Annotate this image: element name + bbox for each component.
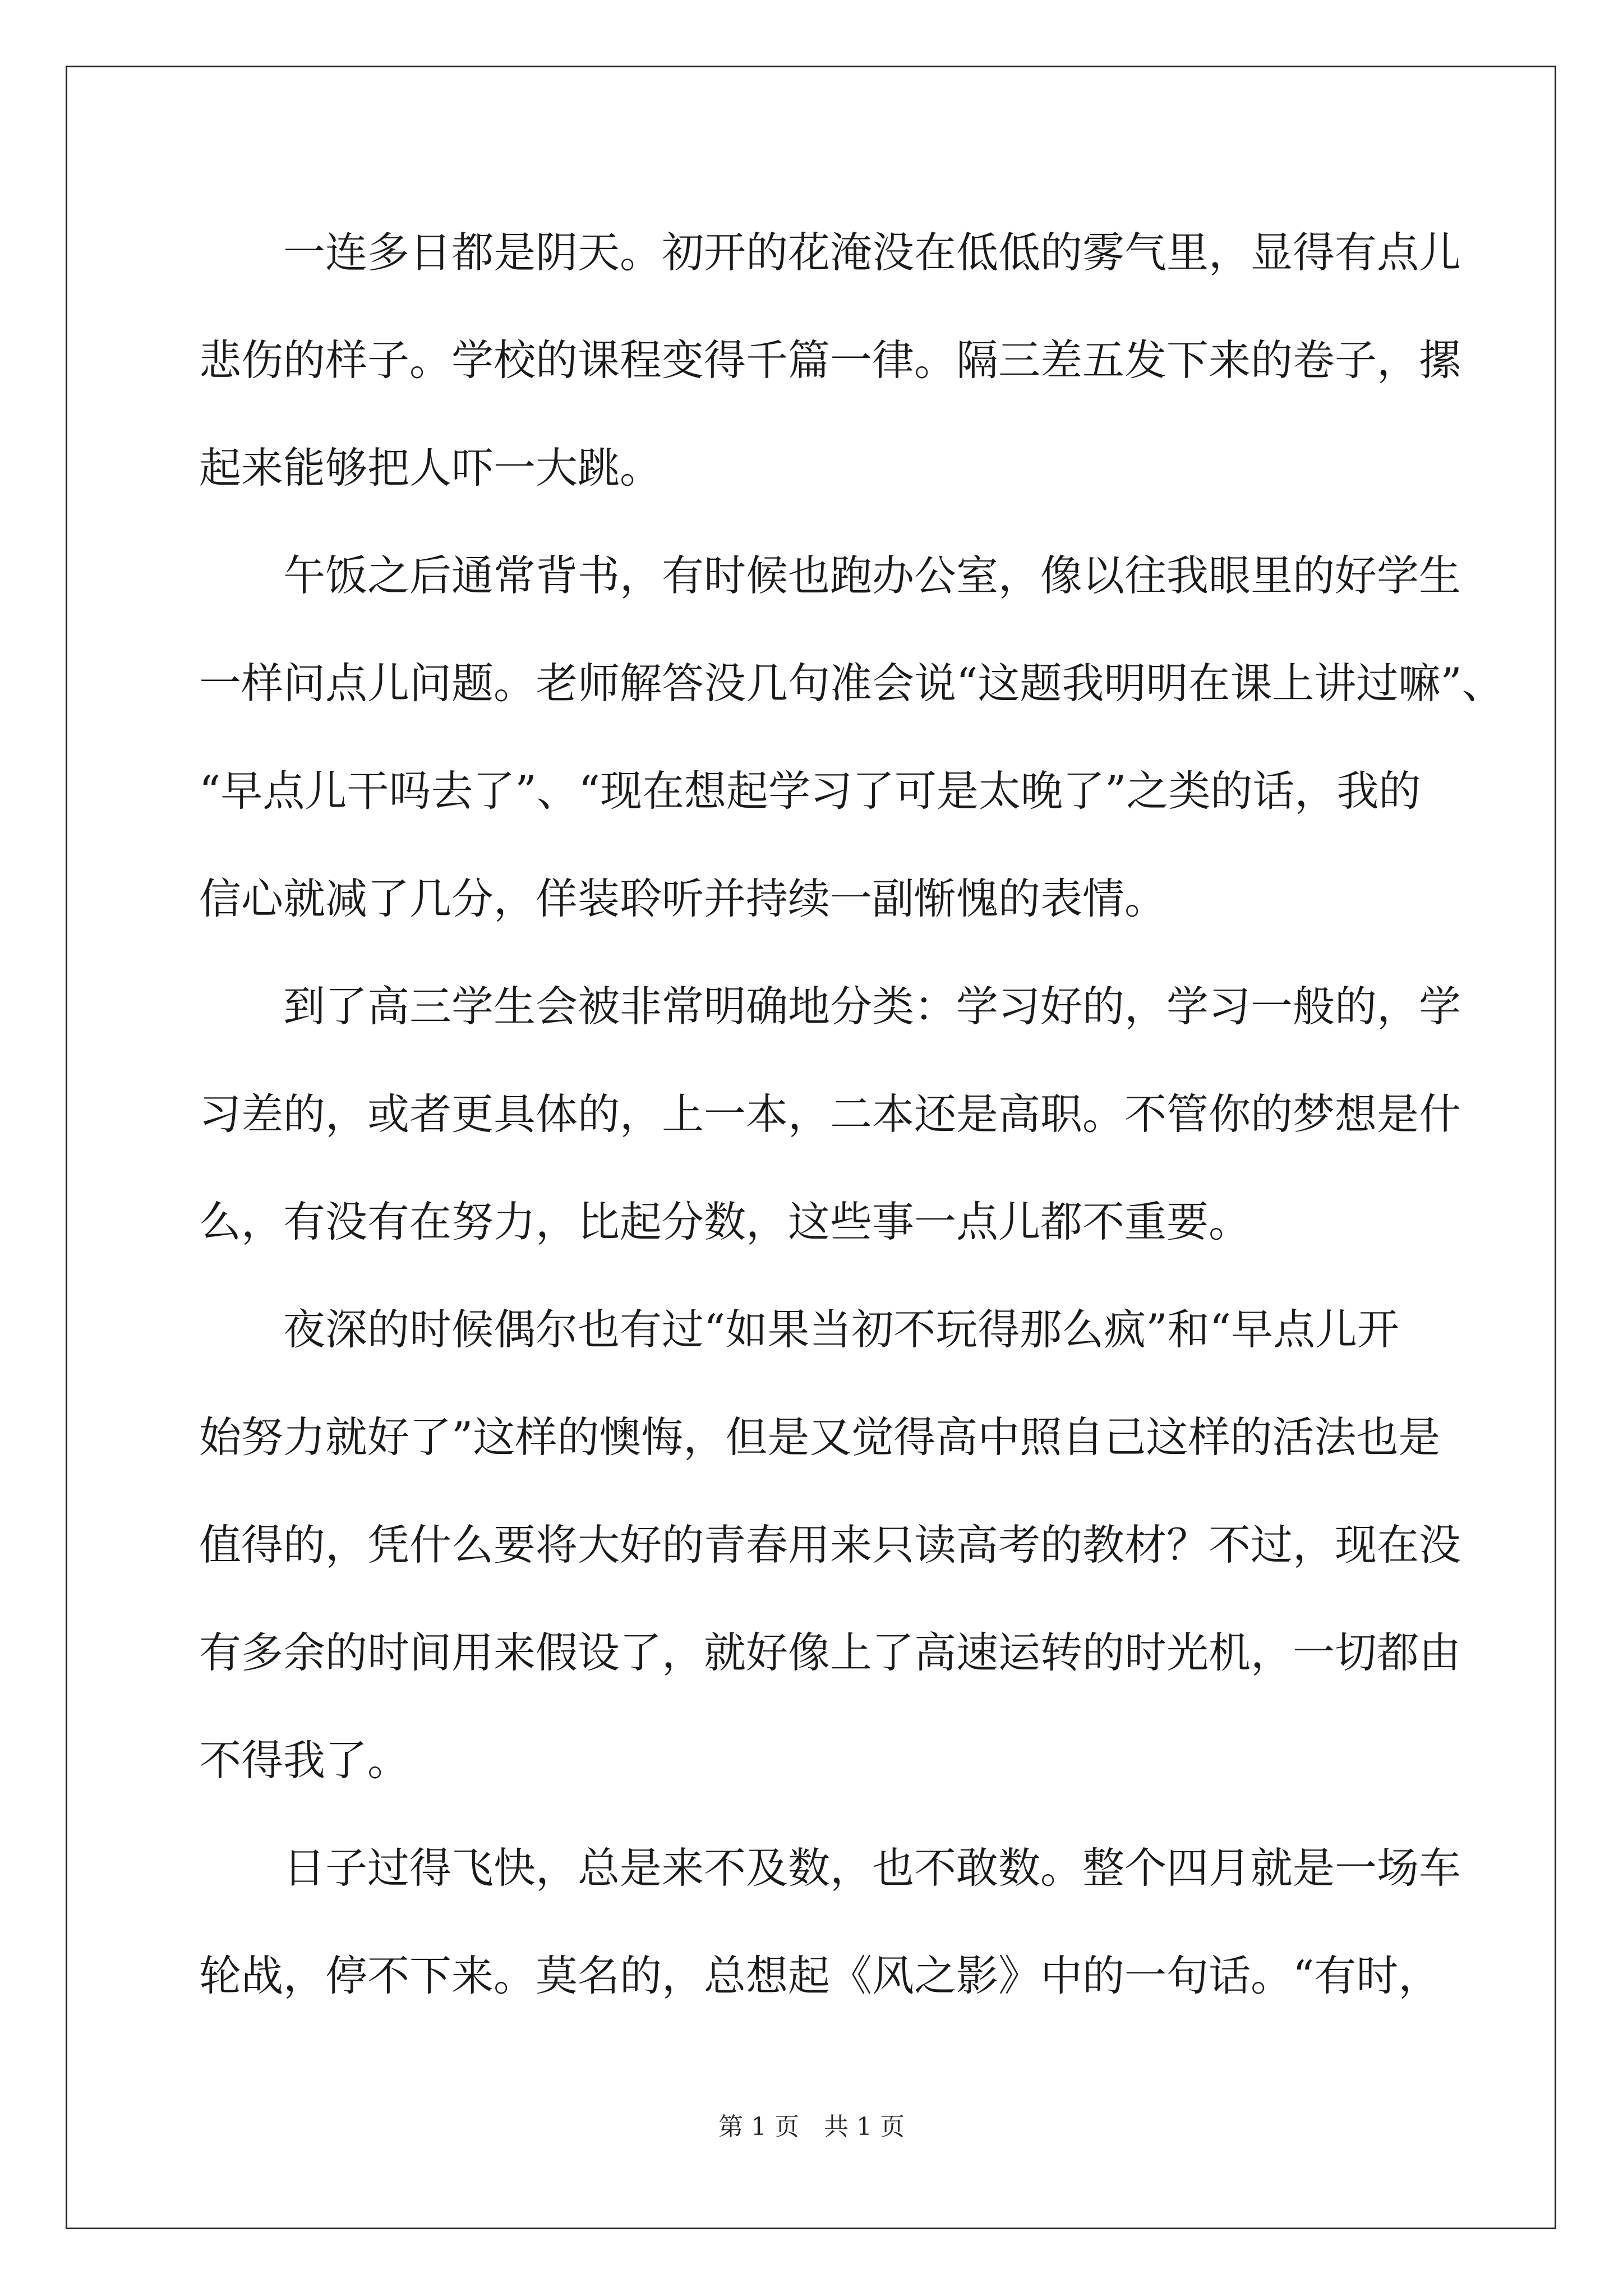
paragraph-2-line-3: “早点儿干吗去了”、“现在想起学习了可是太晚了”之类的话，我的: [199, 766, 1421, 816]
paragraph-4-line-5: 不得我了。: [199, 1736, 410, 1785]
paragraph-1-line-3: 起来能够把人吓一大跳。: [199, 443, 662, 493]
paragraph-5-line-2: 轮战，停不下来。莫名的，总想起《风之影》中的一句话。“有时，: [199, 1951, 1441, 2000]
paragraph-4-line-4: 有多余的时间用来假设了，就好像上了高速运转的时光机，一切都由: [199, 1628, 1461, 1677]
paragraph-4-line-1: 夜深的时候偶尔也有过“如果当初不玩得那么疯”和“早点儿开: [283, 1305, 1400, 1354]
paragraph-2-line-1: 午饭之后通常背书，有时候也跑办公室，像以往我眼里的好学生: [283, 551, 1461, 600]
paragraph-5-line-1: 日子过得飞快，总是来不及数，也不敢数。整个四月就是一场车: [283, 1843, 1461, 1893]
paragraph-3-line-3: 么，有没有在努力，比起分数，这些事一点儿都不重要。: [199, 1197, 1251, 1246]
paragraph-2-line-2: 一样问点儿问题。老师解答没几句准会说“这题我明明在课上讲过嘛”、: [199, 659, 1504, 708]
page-footer: [0, 2110, 1623, 2144]
paragraph-1-line-2: 悲伤的样子。学校的课程变得千篇一律。隔三差五发下来的卷子，摞: [199, 335, 1461, 385]
paragraph-4-line-3: 值得的，凭什么要将大好的青春用来只读高考的教材？不过，现在没: [199, 1520, 1461, 1570]
paragraph-3-line-1: 到了高三学生会被非常明确地分类：学习好的，学习一般的，学: [283, 982, 1461, 1031]
paragraph-4-line-2: 始努力就好了”这样的懊悔，但是又觉得高中照自己这样的活法也是: [199, 1412, 1441, 1462]
page-number: 第 1 页 共 1 页: [718, 2113, 905, 2141]
document-body: [199, 222, 1504, 2053]
paragraph-2-line-4: 信心就减了几分，佯装聆听并持续一副惭愧的表情。: [199, 874, 1167, 923]
paragraph-3-line-2: 习差的，或者更具体的，上一本，二本还是高职。不管你的梦想是什: [199, 1089, 1461, 1139]
paragraph-1-line-1: 一连多日都是阴天。初开的花淹没在低低的雾气里，显得有点儿: [283, 228, 1461, 277]
